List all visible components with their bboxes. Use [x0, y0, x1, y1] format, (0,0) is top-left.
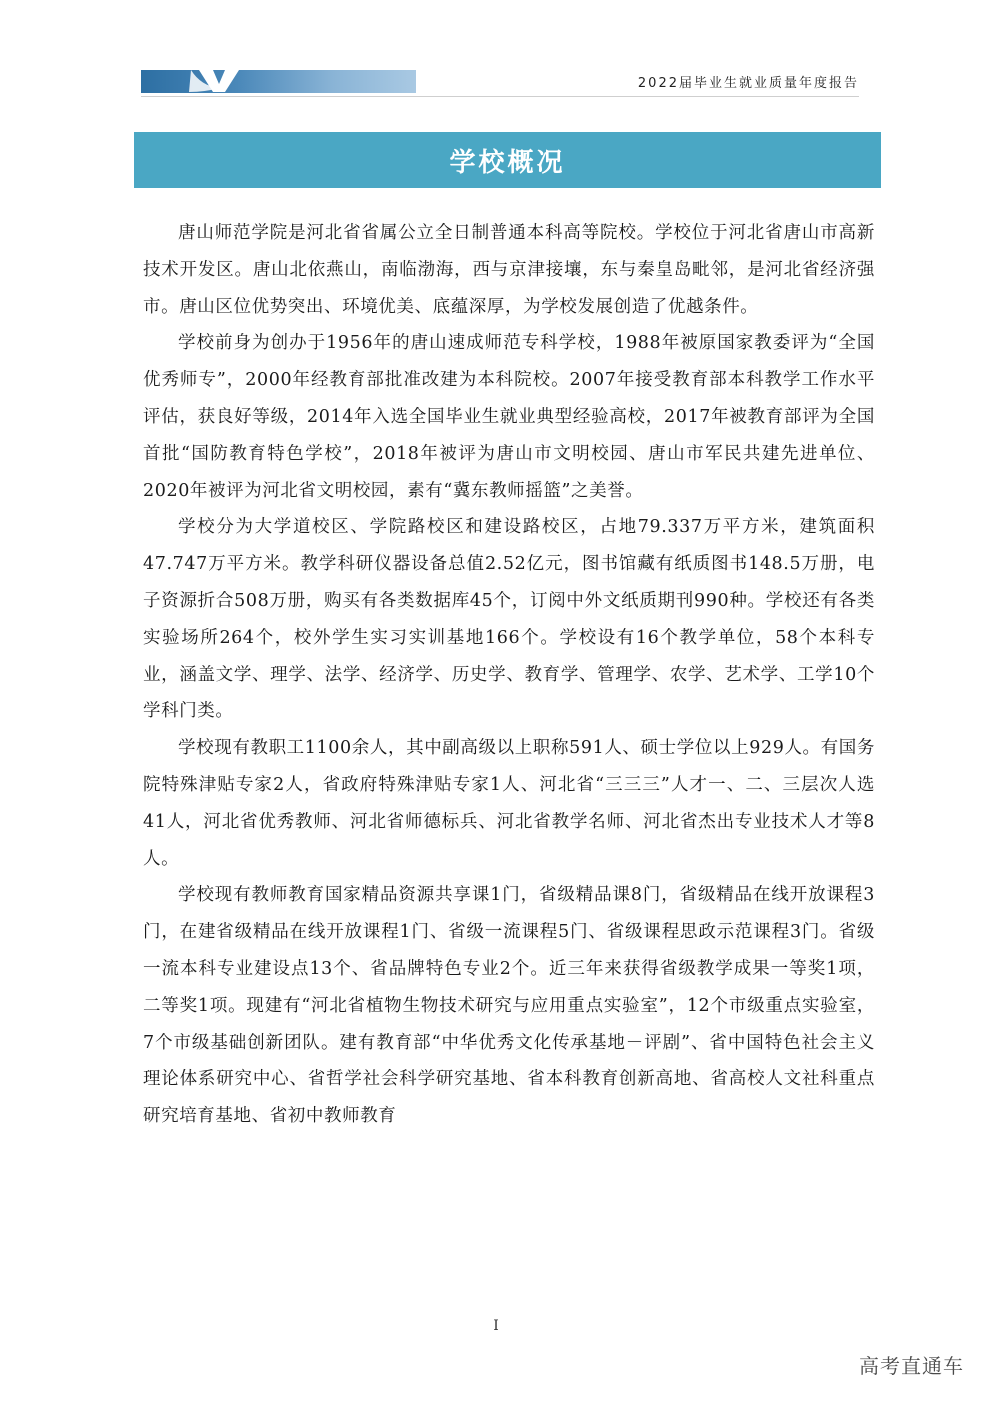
paragraph-history: 学校前身为创办于1956年的唐山速成师范专科学校，1988年被原国家教委评为“全国优秀师专”，2000年经教育部批准改建为本科院校。2007年接受教育部本科教学工作水平评估，获良好等级，2014年入选全国毕业生就业典型经验高校，2017年被教育部评为全国首批“国防教育特色学校”，2018年被评为唐山市文明校园、唐山市军民共建先进单位、2020年被评为河北省文明校园，素有“冀东教师摇篮”之美誉。 [143, 333, 875, 501]
watermark-text: 高考直通车 [859, 1354, 964, 1378]
page-number: I [493, 1318, 499, 1334]
section-title: 学校概况 [449, 147, 566, 178]
section-banner [134, 132, 881, 188]
paragraph-courses: 学校现有教师教育国家精品资源共享课1门，省级精品课8门，省级精品在线开放课程3门，在建省级精品在线开放课程1门、省级一流课程5门、省级课程思政示范课程3门。省级一流本科专业建设点13个、省品牌特色专业2个。近三年来获得省级教学成果一等奖1项，二等奖1项。现建有“河北省植物生物技术研究与应用重点实验室”，12个市级重点实验室，7个市级基础创新团队。建有教育部“中华优秀文化传承基地－评剧”、省中国特色社会主义理论体系研究中心、省哲学社会科学研究基地、省本科教育创新高地、省高校人文社科重点研究培育基地、省初中教师教育 [143, 885, 875, 1127]
paragraph-campus: 学校分为大学道校区、学院路校区和建设路校区，占地79.337万平方米，建筑面积47.747万平方米。教学科研仪器设备总值2.52亿元，图书馆藏有纸质图书148.5万册，电子资源折合508万册，购买有各类数据库45个，订阅中外文纸质期刊990种。学校还有各类实验场所264个，校外学生实习实训基地166个。学校设有16个教学单位，58个本科专业，涵盖文学、理学、法学、经济学、历史学、教育学、管理学、农学、艺术学、工学10个学科门类。 [143, 517, 875, 722]
school-logo-icon [141, 66, 416, 94]
paragraph-staff: 学校现有教职工1100余人，其中副高级以上职称591人、硕士学位以上929人。有国务院特殊津贴专家2人，省政府特殊津贴专家1人、河北省“三三三”人才一、二、三层次人选41人，河北省优秀教师、河北省师德标兵、河北省教学名师、河北省杰出专业技术人才等8人。 [143, 738, 875, 869]
report-title: 2022届毕业生就业质量年度报告 [637, 76, 859, 91]
header-divider [141, 96, 859, 97]
body-text [143, 215, 875, 1135]
paragraph-intro: 唐山师范学院是河北省省属公立全日制普通本科高等院校。学校位于河北省唐山市高新技术开发区。唐山北依燕山，南临渤海，西与京津接壤，东与秦皇岛毗邻，是河北省经济强市。唐山区位优势突出、环境优美、底蕴深厚，为学校发展创造了优越条件。 [143, 223, 875, 317]
